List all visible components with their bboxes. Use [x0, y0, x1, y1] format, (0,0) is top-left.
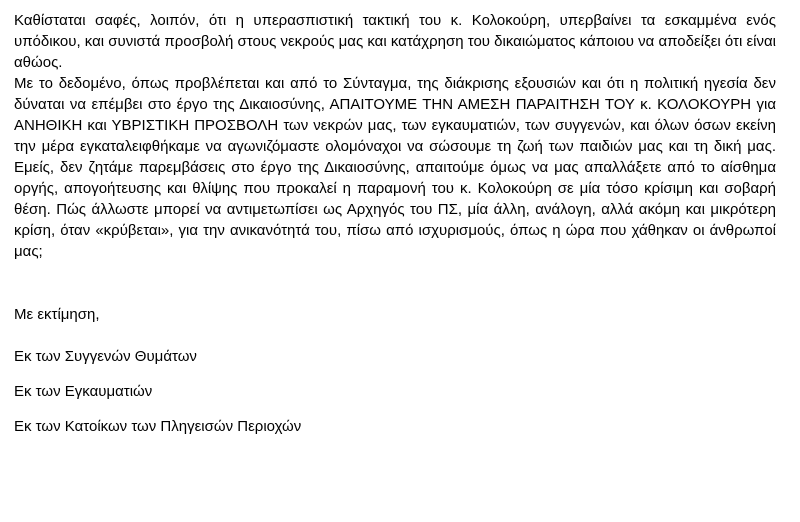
- paragraph-2: Με το δεδομένο, όπως προβλέπεται και από το Σύνταγμα, της διάκρισης εξουσιών και ότι η πολιτική ηγεσία δεν δύναται να επέμβει στο έργο της Δικαιοσύνης, ΑΠΑΙΤΟΥΜΕ ΤΗΝ ΑΜΕΣΗ ΠΑΡΑΙΤΗΣΗ ΤΟΥ κ. ΚΟΛΟΚΟΥΡΗ για ΑΝΗΘΙΚΗ και ΥΒΡΙΣΤΙΚΗ ΠΡΟΣΒΟΛΗ των νεκρών μας, των εγκαυματιών, των συγγενών, και όλων όσων εκείνη την μέρα εγκαταλειφθήκαμε να αγωνιζόμαστε ολομόναχοι να σώσουμε τη ζωή των παιδιών μας και τη δική μας. Εμείς, δεν ζητάμε παρεμβάσεις στο έργο της Δικαιοσύνης, απαιτούμε όμως να μας απαλλάξετε από το αίσθημα οργής, απογοήτευσης και θλίψης που προκαλεί η παραμονή του κ. Κολοκούρη σε μία τόσο κρίσιμη και σοβαρή θέση. Πώς άλλωστε μπορεί να αντιμετωπίσει ως Αρχηγός του ΠΣ, μία άλλη, ανάλογη, αλλά ακόμη και μικρότερη κρίση, όταν «κρύβεται», για την ανικανότητά του, πίσω από ισχυρισμούς, όπως η ώρα που χάθηκαν οι άνθρωποί μας;: [14, 75, 776, 260]
- signatory-relatives: Εκ των Συγγενών Θυμάτων: [14, 348, 197, 365]
- signatory-burn-victims: Εκ των Εγκαυματιών: [14, 383, 153, 400]
- paragraph-1: Καθίσταται σαφές, λοιπόν, ότι η υπερασπιστική τακτική του κ. Κολοκούρη, υπερβαίνει τα εσκαμμένα ενός υπόδικου, και συνιστά προσβολή στους νεκρούς μας και κατάχρηση του δικαιώματος κάποιου να αποδείξει ότι είναι αθώος.: [14, 12, 776, 71]
- signatory-residents: Εκ των Κατοίκων των Πληγεισών Περιοχών: [14, 418, 302, 435]
- closing-salutation: Με εκτίμηση,: [14, 306, 100, 323]
